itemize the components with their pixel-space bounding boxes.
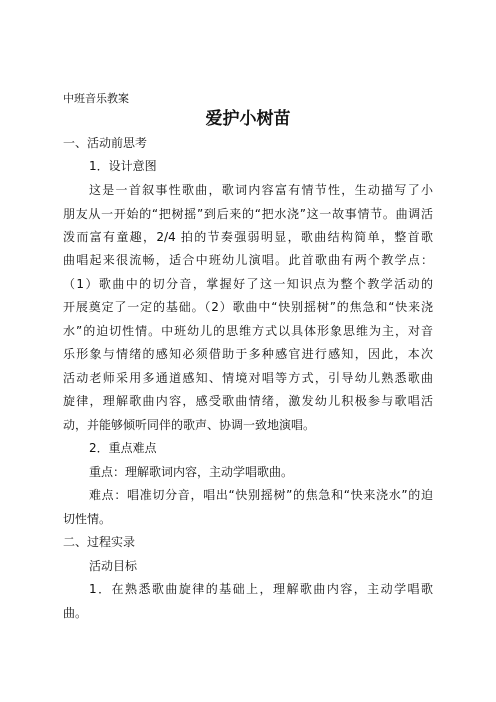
subheading-design-intent: 1．设计意图 — [89, 159, 157, 173]
paragraph-line: 旋律，理解歌曲内容，感受歌曲情绪，激发幼儿积极参与歌唱活 — [63, 394, 433, 408]
paragraph-line: 朋友从一开始的“把树摇”到后来的“把水浇”这一故事情节。曲调活 — [63, 207, 433, 221]
paragraph-line: （1）歌曲中的切分音，掌握好了这一知识点为整个教学活动的 — [63, 277, 433, 291]
subheading-key-points: 2．重点难点 — [89, 441, 157, 455]
difficulty-line: 切性情。 — [63, 512, 112, 526]
paragraph-line: 动，并能够倾听同伴的歌声、协调一致地演唱。 — [63, 418, 316, 432]
paragraph-line: 泼而富有童趣，2/4 拍的节奏强弱明显，歌曲结构简单，整首歌 — [63, 230, 433, 244]
section-heading-process: 二、过程实录 — [63, 535, 136, 549]
paragraph-line: 乐形象与情绪的感知必须借助于多种感官进行感知，因此，本次 — [63, 347, 433, 361]
paragraph-line: 曲唱起来很流畅，适合中班幼儿演唱。此首歌曲有两个教学点： — [63, 253, 433, 267]
paragraph-line: 水”的迫切性情。中班幼儿的思维方式以具体形象思维为主，对音 — [63, 324, 433, 338]
goals-heading: 活动目标 — [89, 559, 138, 573]
paragraph-line: 活动老师采用多通道感知、情境对唱等方式，引导幼儿熟悉歌曲 — [63, 371, 433, 385]
section-heading-pre-activity: 一、活动前思考 — [63, 136, 148, 150]
document-title: 爱护小树苗 — [205, 109, 291, 129]
difficulty-line: 难点：唱准切分音，唱出“快别摇树”的焦急和“快来浇水”的迫 — [89, 488, 433, 502]
goal-line: 曲。 — [63, 606, 88, 620]
key-point-text: 重点：理解歌词内容，主动学唱歌曲。 — [89, 465, 294, 479]
paragraph-line: 开展奠定了一定的基础。（2）歌曲中“快别摇树”的焦急和“快来浇 — [63, 300, 433, 314]
goal-line: 1．在熟悉歌曲旋律的基础上，理解歌曲内容，主动学唱歌 — [89, 582, 433, 596]
paragraph-line: 这是一首叙事性歌曲，歌词内容富有情节性，生动描写了小 — [89, 183, 433, 197]
document-category-label: 中班音乐教案 — [63, 92, 129, 105]
